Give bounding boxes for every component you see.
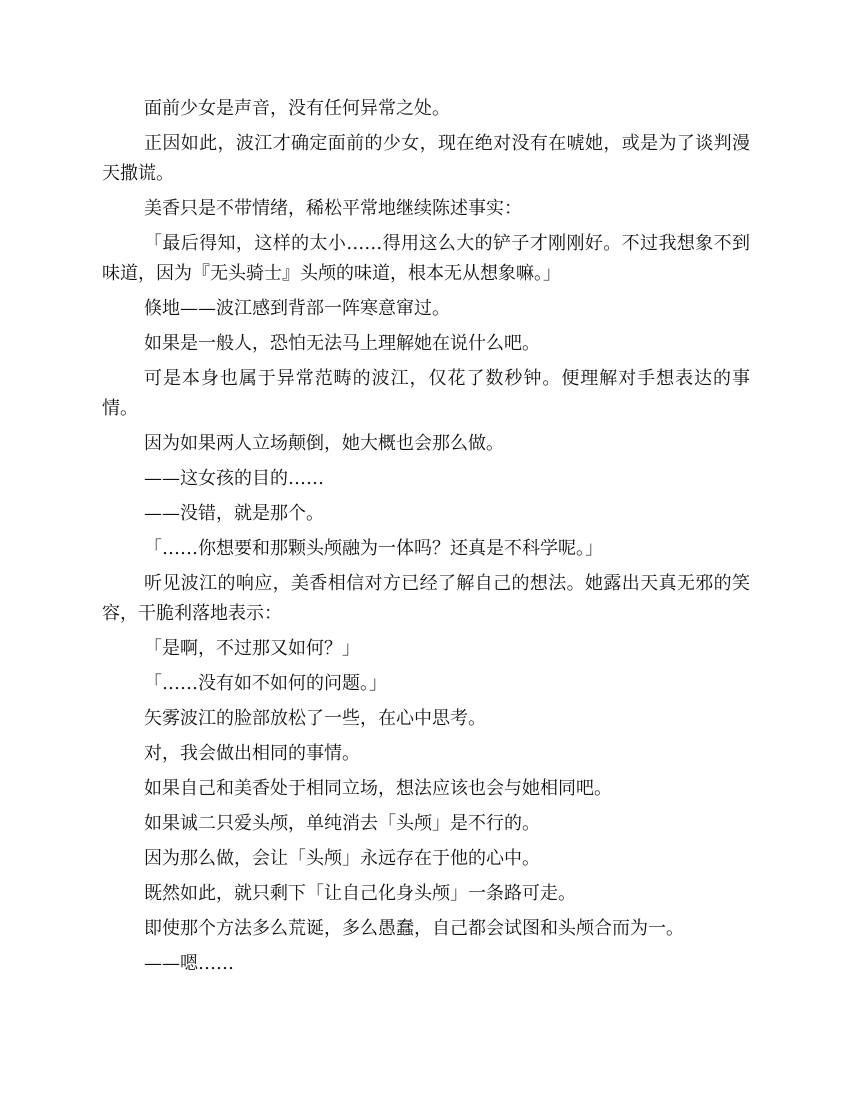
paragraph: 如果自己和美香处于相同立场，想法应该也会与她相同吧。	[144, 778, 612, 799]
paragraph: 如果诚二只爱头颅，单纯消去「头颅」是不行的。	[144, 813, 540, 834]
paragraph: 听见波江的响应，美香相信对方已经了解自己的想法。她露出天真无邪的笑容，干脆利落地表示：	[102, 573, 750, 624]
paragraph: 正因如此，波江才确定面前的少女，现在绝对没有在唬她，或是为了谈判漫天撒谎。	[102, 133, 750, 184]
paragraph: 可是本身也属于异常范畴的波江，仅花了数秒钟。便理解对手想表达的事情。	[102, 368, 750, 419]
paragraph: 「是啊，不过那又如何？」	[144, 638, 360, 659]
paragraph: ——嗯……	[144, 953, 234, 974]
paragraph: 面前少女是声音，没有任何异常之处。	[144, 98, 450, 119]
document-body	[102, 94, 750, 984]
paragraph: 如果是一般人，恐怕无法马上理解她在说什么吧。	[144, 333, 540, 354]
paragraph: 对，我会做出相同的事情。	[144, 743, 360, 764]
paragraph: 因为如果两人立场颠倒，她大概也会那么做。	[144, 433, 504, 454]
paragraph: ——没错，就是那个。	[144, 503, 324, 524]
paragraph: 因为那么做，会让「头颅」永远存在于他的心中。	[144, 848, 540, 869]
paragraph: 矢雾波江的脸部放松了一些，在心中思考。	[144, 708, 486, 729]
paragraph: 既然如此，就只剩下「让自己化身头颅」一条路可走。	[144, 883, 576, 904]
paragraph: 「最后得知，这样的太小……得用这么大的铲子才刚刚好。不过我想象不到味道，因为『无头骑士』头颅的味道，根本无从想象嘛。」	[102, 233, 750, 284]
paragraph: 「……没有如不如何的问题。」	[144, 673, 387, 694]
paragraph: 倏地——波江感到背部一阵寒意窜过。	[144, 298, 450, 319]
paragraph: ——这女孩的目的……	[144, 468, 324, 489]
paragraph: 「……你想要和那颗头颅融为一体吗？还真是不科学呢。」	[144, 538, 603, 559]
paragraph: 即使那个方法多么荒诞，多么愚蠢，自己都会试图和头颅合而为一。	[144, 918, 684, 939]
paragraph: 美香只是不带情绪，稀松平常地继续陈述事实：	[144, 198, 522, 219]
